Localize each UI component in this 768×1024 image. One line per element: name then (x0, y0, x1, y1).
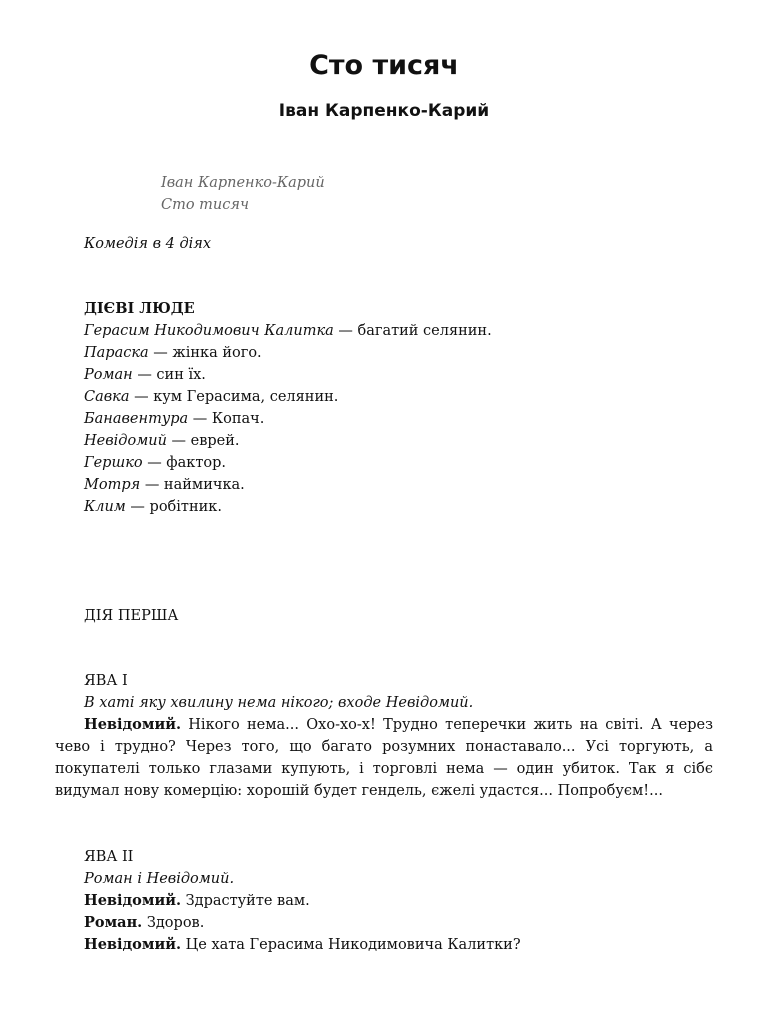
cast-desc: — кум Герасима, селянин. (129, 389, 339, 405)
scene-heading: ЯВА І (84, 673, 128, 689)
cast-name: Роман (84, 367, 133, 383)
dialogue-paragraph (55, 714, 713, 802)
subtitle: Комедія в 4 діях (84, 236, 212, 252)
document-title: Сто тисяч (309, 50, 459, 81)
cast-member (84, 496, 222, 518)
epigraph (161, 172, 325, 216)
cast-name: Клим (84, 499, 126, 515)
document-author: Іван Карпенко-Карий (278, 101, 490, 121)
cast-member (84, 320, 492, 342)
cast-desc: — багатий селянин. (333, 323, 492, 339)
cast-desc: — робітник. (125, 499, 222, 515)
cast-member (84, 342, 262, 364)
dialogue-line (84, 912, 204, 934)
cast-member (84, 364, 206, 386)
act-heading: ДІЯ ПЕРША (84, 608, 179, 624)
dialogue-text: Здоров. (142, 915, 205, 931)
cast-desc: — фактор. (142, 455, 227, 471)
cast-name: Герасим Никодимович Калитка (84, 323, 334, 339)
epigraph-title: Сто тисяч (161, 197, 250, 213)
stage-direction: Роман і Невідомий. (84, 871, 235, 887)
dialogue-text: Здрастуйте вам. (181, 893, 310, 909)
cast-name: Гершко (84, 455, 143, 471)
cast-member (84, 408, 264, 430)
cast-desc: — син їх. (132, 367, 206, 383)
dialogue-text: Це хата Герасима Никодимовича Калитки? (181, 937, 521, 953)
cast-member (84, 452, 226, 474)
cast-desc: — наймичка. (140, 477, 245, 493)
epigraph-author: Іван Карпенко-Карий (161, 175, 325, 191)
speaker-name: Невідомий. (84, 936, 181, 953)
cast-desc: — жінка його. (148, 345, 262, 361)
cast-member (84, 386, 338, 408)
cast-heading: ДІЄВІ ЛЮДЕ (84, 300, 195, 317)
speaker-name: Невідомий. (84, 716, 181, 733)
cast-desc: — еврей. (166, 433, 240, 449)
cast-name: Параска (84, 345, 149, 361)
cast-member (84, 474, 245, 496)
dialogue-line (84, 934, 521, 956)
speaker-name: Невідомий. (84, 892, 181, 909)
cast-member (84, 430, 240, 452)
cast-name: Мотря (84, 477, 141, 493)
scene-heading: ЯВА II (84, 849, 134, 865)
stage-direction: В хаті яку хвилину нема нікого; входе Невідомий. (84, 695, 474, 711)
cast-name: Невідомий (84, 433, 167, 449)
cast-name: Савка (84, 389, 130, 405)
cast-name: Банавентура (84, 411, 189, 427)
speaker-name: Роман. (84, 914, 143, 931)
dialogue-text: Нікого нема... Охо-хо-х! Трудно теперечки жить на світі. А через чево і трудно? Через того, що багато розумних понаставало... Усі торгують, а покупателі только глазами купують, і торговлі нема — один убиток. Так я сібє видумал нову комерцію: хорошій будет гендель, єжелі удастся... Попробуєм!... (55, 717, 713, 799)
cast-desc: — Копач. (188, 411, 265, 427)
dialogue-line (84, 890, 310, 912)
